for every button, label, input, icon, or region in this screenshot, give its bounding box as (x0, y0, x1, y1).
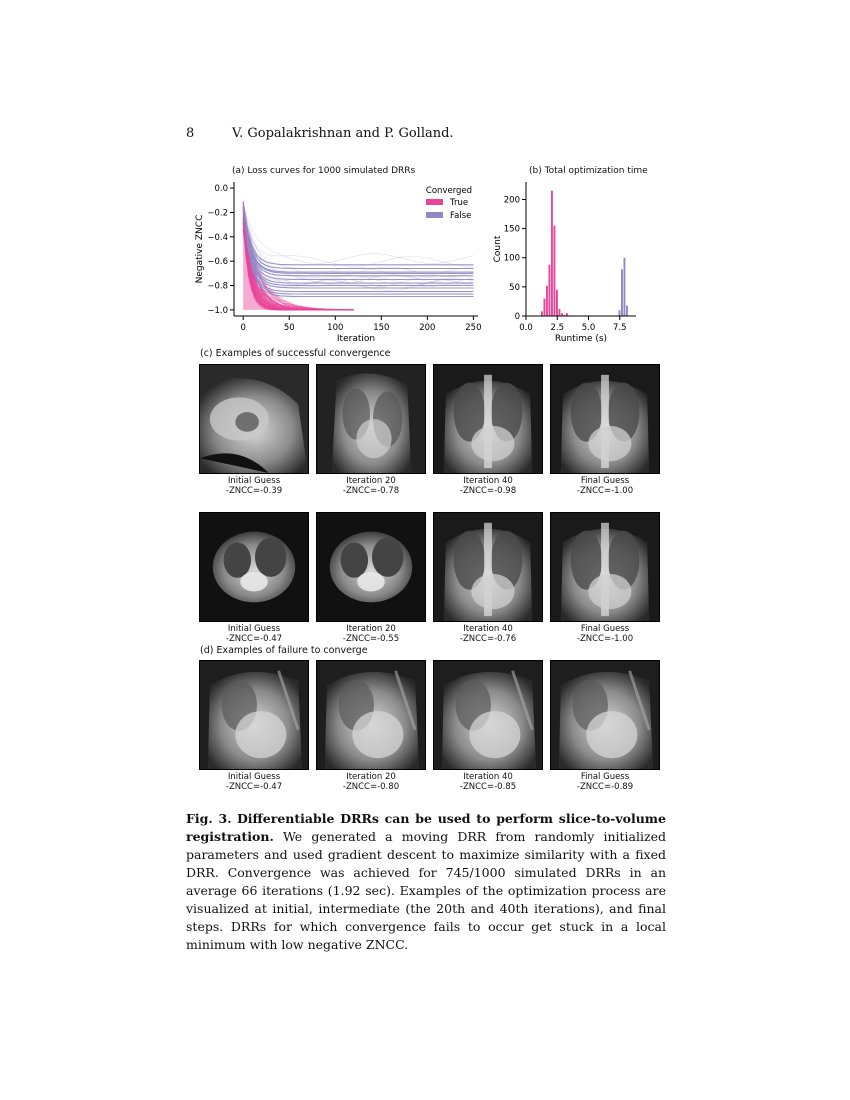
hist-bar-false (619, 310, 621, 316)
caption-body: We generated a moving DRR from randomly initialized parameters and used gradient descent to maximize similarity with a fixed DRR. Convergence was achieved for 745/1000 simulated DRRs in an average 66 iterations (1.92 sec). Examples of the optimization process are visualized at initial, intermediate (the 20th and 40th iterations), and final steps. DRRs for which convergence fails to occur get stuck in a local minimum with low negative ZNCC. (186, 829, 666, 952)
chart-b-title: (b) Total optimization time (529, 166, 648, 176)
legend-title: Converged (425, 186, 473, 196)
drr-panel-score: -ZNCC=-0.89 (576, 782, 634, 792)
drr-panel-label: Initial Guess (227, 772, 281, 782)
drr-panel-caption (550, 624, 660, 644)
x-tick-label: 0.0 (519, 323, 533, 333)
drr-panel-caption (199, 476, 309, 496)
hist-bar-true (556, 290, 558, 316)
x-tick-label: 50 (283, 323, 295, 333)
hist-bar-true (546, 286, 548, 316)
chart-a-title: (a) Loss curves for 1000 simulated DRRs (232, 166, 416, 176)
hist-bar-true (554, 226, 556, 316)
drr-panel-score: -ZNCC=-0.76 (459, 634, 517, 644)
drr-panel-caption (316, 772, 426, 792)
y-tick-label: 50 (509, 282, 520, 293)
drr-image-panel (550, 512, 660, 622)
caption-fig-label: Fig. 3. (186, 811, 232, 826)
drr-panel-caption (199, 772, 309, 792)
section-c-title: (c) Examples of successful convergence (200, 348, 391, 359)
drr-image-panel (433, 660, 543, 770)
y-tick-label: −0.8 (207, 281, 228, 292)
drr-panel-label: Initial Guess (227, 476, 281, 486)
drr-panel-score: -ZNCC=-0.47 (225, 782, 283, 792)
drr-panel-caption (550, 476, 660, 496)
drr-panel-score: -ZNCC=-0.78 (342, 486, 400, 496)
x-tick-label: 7.5 (612, 323, 627, 333)
drr-image-panel (433, 512, 543, 622)
section-d-title: (d) Examples of failure to converge (200, 645, 368, 656)
y-axis-label: Count (493, 235, 503, 263)
drr-image-panel (433, 364, 543, 474)
legend-swatch-false (426, 212, 443, 218)
hist-bar-false (624, 258, 626, 316)
y-tick-label: 0.0 (214, 184, 228, 195)
drr-panel-label: Initial Guess (227, 624, 281, 634)
drr-image-panel (316, 364, 426, 474)
hist-bar-true (541, 311, 543, 316)
y-tick-label: 150 (503, 224, 520, 235)
drr-panel-caption (316, 476, 426, 496)
drr-panel-label: Iteration 40 (463, 624, 513, 634)
drr-panel-caption (199, 624, 309, 644)
drr-image-panel (316, 512, 426, 622)
drr-panel-label: Final Guess (580, 624, 630, 634)
x-axis-label: Runtime (s) (554, 334, 608, 344)
drr-panel-caption (433, 476, 543, 496)
x-tick-label: 5.0 (581, 323, 596, 333)
drr-panel-score: -ZNCC=-0.85 (459, 782, 517, 792)
hist-bar-true (549, 265, 551, 316)
y-tick-label: −0.6 (207, 257, 228, 268)
drr-panel-caption (316, 624, 426, 644)
figure-caption (186, 810, 666, 954)
drr-panel-score: -ZNCC=-0.39 (225, 486, 283, 496)
drr-panel-label: Iteration 40 (463, 772, 513, 782)
hist-bar-false (626, 306, 628, 316)
drr-panel-label: Iteration 20 (346, 772, 396, 782)
x-tick-label: 2.5 (550, 323, 565, 333)
y-tick-label: −0.4 (207, 232, 228, 243)
caption-bold-title: Differentiable DRRs can be used to perform slice-to-volume registration. (186, 811, 666, 844)
drr-image-panel (550, 364, 660, 474)
drr-panel-score: -ZNCC=-0.47 (225, 634, 283, 644)
drr-image-panel (199, 512, 309, 622)
x-tick-label: 250 (465, 323, 482, 333)
hist-bar-true (544, 299, 546, 316)
drr-panel-label: Iteration 20 (346, 476, 396, 486)
drr-image-panel (316, 660, 426, 770)
chart-b-runtime-histogram (490, 178, 650, 350)
drr-panel-caption (550, 772, 660, 792)
chart-a-loss-curves (190, 178, 490, 350)
drr-panel-score: -ZNCC=-0.80 (342, 782, 400, 792)
y-axis-label: Negative ZNCC (195, 214, 205, 284)
hist-bar-true (551, 191, 553, 316)
x-tick-label: 150 (373, 323, 390, 333)
page-number: 8 (186, 126, 195, 141)
drr-panel-score: -ZNCC=-1.00 (576, 486, 634, 496)
drr-image-panel (199, 364, 309, 474)
y-tick-label: 200 (503, 195, 520, 206)
drr-panel-score: -ZNCC=-0.55 (342, 634, 400, 644)
drr-panel-label: Final Guess (580, 476, 630, 486)
legend-label: False (450, 211, 472, 221)
drr-image-panel (550, 660, 660, 770)
y-tick-label: −0.2 (207, 208, 228, 219)
y-tick-label: 100 (503, 253, 520, 264)
drr-image-panel (199, 660, 309, 770)
legend-label: True (450, 198, 469, 208)
drr-panel-caption (433, 772, 543, 792)
running-header-authors: V. Gopalakrishnan and P. Golland. (232, 126, 454, 141)
drr-panel-label: Iteration 20 (346, 624, 396, 634)
x-tick-label: 100 (327, 323, 344, 333)
drr-panel-score: -ZNCC=-0.98 (459, 486, 517, 496)
x-axis-label: Iteration (336, 334, 376, 344)
drr-panel-score: -ZNCC=-1.00 (576, 634, 634, 644)
hist-bar-false (621, 269, 623, 316)
drr-panel-label: Final Guess (580, 772, 630, 782)
x-tick-label: 0 (240, 323, 246, 333)
loss-curve-false-faint (243, 211, 473, 266)
y-tick-label: 0 (514, 312, 520, 322)
drr-panel-label: Iteration 40 (463, 476, 513, 486)
x-tick-label: 200 (419, 323, 436, 333)
y-tick-label: −1.0 (207, 305, 228, 316)
hist-bar-true (559, 309, 561, 316)
drr-panel-caption (433, 624, 543, 644)
legend-swatch-true (426, 199, 443, 205)
